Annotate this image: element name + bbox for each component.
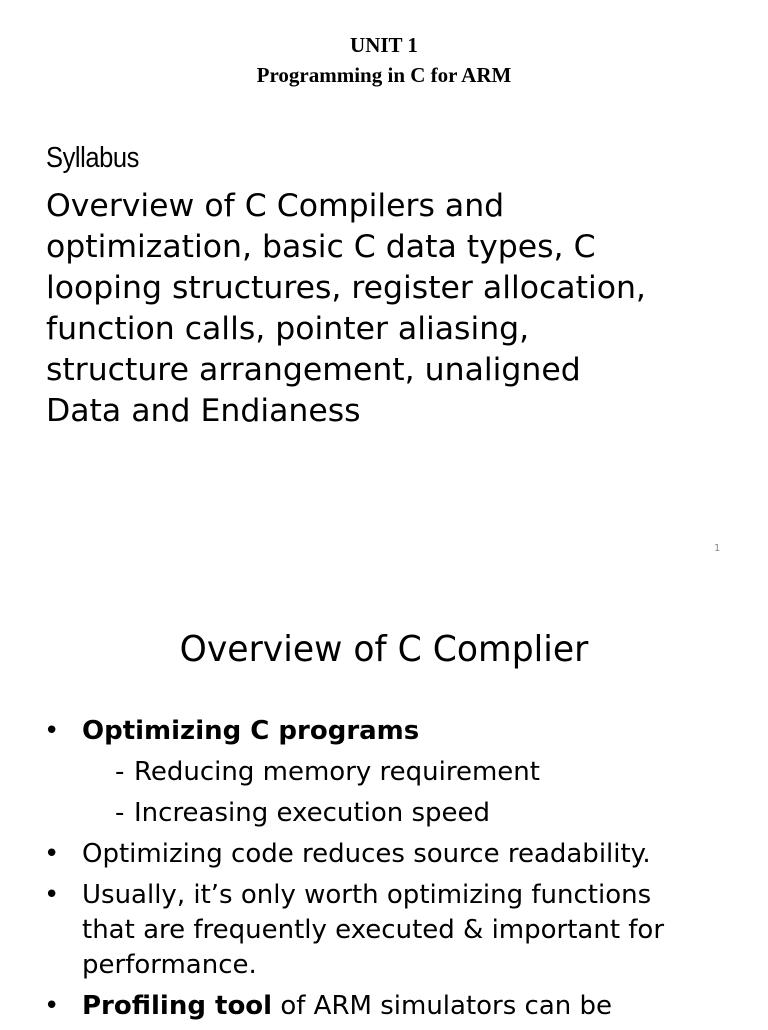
page-number: 1: [714, 543, 721, 554]
slide-2: [0, 576, 768, 1024]
syllabus-line: Overview of C Compilers and: [46, 188, 505, 224]
bullet-text-line: performance.: [82, 950, 257, 980]
syllabus-heading: Syllabus: [46, 142, 139, 174]
syllabus-text: [46, 186, 746, 432]
bullet-item: [0, 837, 768, 872]
sub-bullet-dash: -: [115, 757, 125, 787]
sub-bullet-dash: -: [115, 798, 125, 828]
syllabus-line: optimization, basic C data types, C: [46, 229, 596, 265]
unit-title: [0, 30, 768, 90]
syllabus-line: Data and Endianess: [46, 393, 361, 429]
bullet-text: [82, 991, 612, 1021]
slide-title: Overview of C Complier: [179, 629, 589, 670]
bullet-text-line: Usually, it’s only worth optimizing functions: [82, 880, 652, 910]
bullet-list: [0, 714, 768, 1030]
bullet-item: [0, 878, 768, 983]
bullet-dot: •: [44, 880, 60, 910]
bullet-text-line: that are frequently executed & important for: [82, 915, 665, 945]
bullet-dot: •: [44, 991, 60, 1021]
bullet-text: Optimizing code reduces source readability.: [82, 839, 651, 869]
syllabus-line: function calls, pointer aliasing,: [46, 311, 530, 347]
bullet-item: [0, 989, 768, 1024]
syllabus-line: structure arrangement, unaligned: [46, 352, 581, 388]
sub-bullet-text: Increasing execution speed: [134, 798, 491, 828]
sub-bullet-text: Reducing memory requirement: [134, 757, 540, 787]
bullet-item: [0, 714, 768, 749]
bullet-bold-term: Profiling tool: [82, 991, 273, 1021]
bullet-text: Optimizing C programs: [82, 716, 420, 746]
sub-bullet-item: [0, 755, 768, 790]
bullet-dot: •: [44, 839, 60, 869]
unit-label: UNIT 1: [350, 33, 418, 57]
syllabus-line: looping structures, register allocation,: [46, 270, 646, 306]
course-title: Programming in C for ARM: [256, 63, 512, 87]
sub-bullet-item: [0, 796, 768, 831]
bullet-dot: •: [44, 716, 60, 746]
bullet-text-rest: of ARM simulators can be: [272, 991, 613, 1021]
